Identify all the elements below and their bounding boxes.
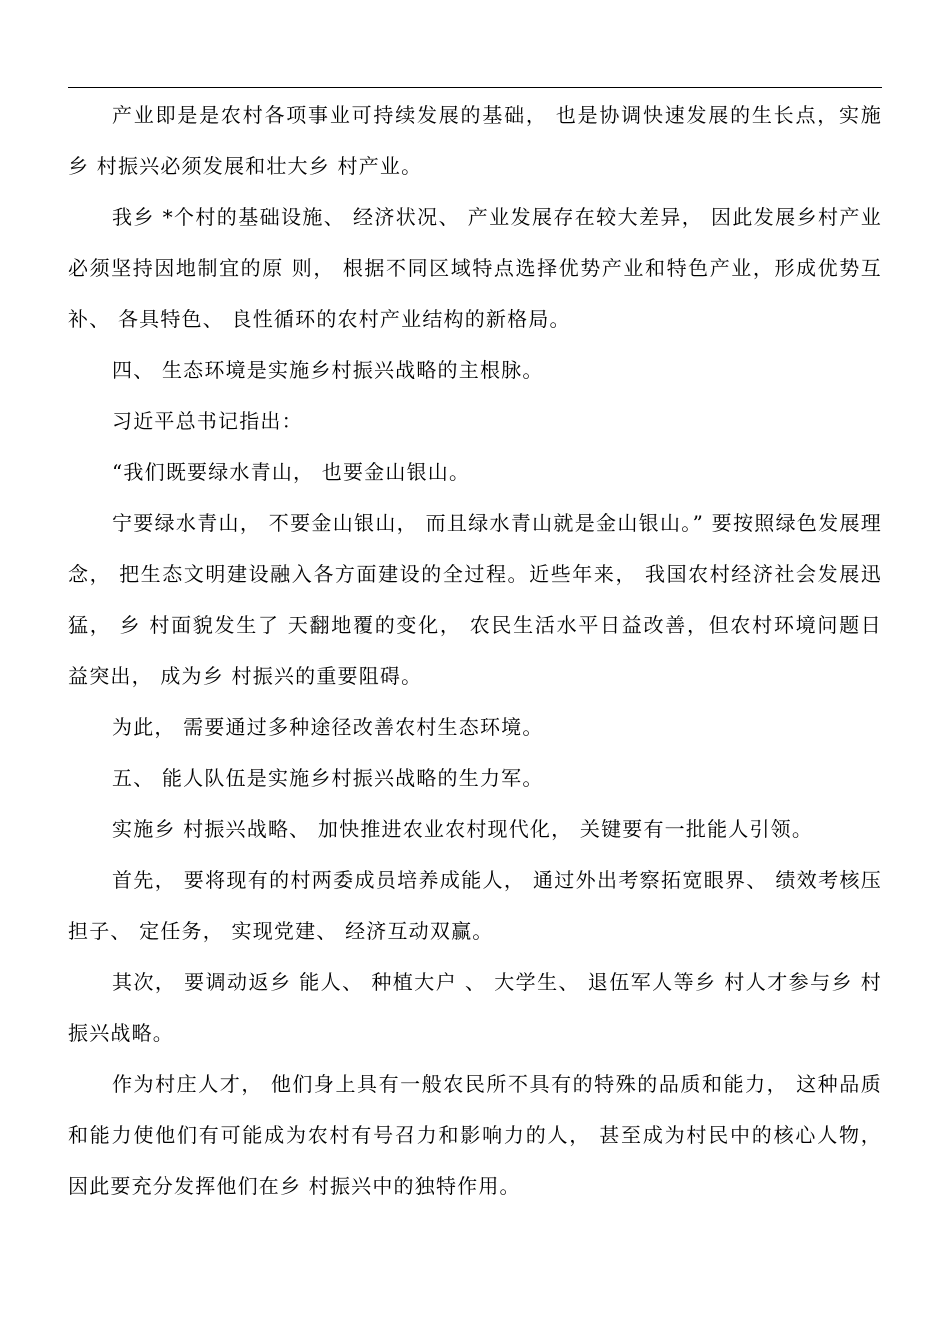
paragraph-green-development: 宁要绿水青山， 不要金山银山， 而且绿水青山就是金山银山。” 要按照绿色发展理念， 把生态文明建设融入各方面建设的全过程。近些年来， 我国农村经济社会发展迅猛， 乡 村面貌发生了 天翻地覆的变化， 农民生活水平日益改善，但农村环境问题日益突出， 成为乡 村振兴的重要阻碍。: [68, 511, 882, 688]
paragraph-improve-environment: 为此， 需要通过多种途径改善农村生态环境。: [112, 715, 544, 739]
paragraph-quote-intro: 习近平总书记指出：: [112, 409, 303, 433]
paragraph-quote-line-1: “我们既要绿水青山， 也要金山银山。: [112, 460, 471, 484]
paragraph-first-measure: 首先， 要将现有的村两委成员培养成能人， 通过外出考察拓宽眼界、 绩效考核压担子、 定任务， 实现党建、 经济互动双赢。: [68, 868, 882, 943]
paragraph-industry-basis: 产业即是是农村各项事业可持续发展的基础， 也是协调快速发展的生长点，实施乡 村振兴必须发展和壮大乡 村产业。: [68, 103, 882, 178]
paragraph-leaders-needed: 实施乡 村振兴战略、 加快推进农业农村现代化， 关键要有一批能人引领。: [112, 817, 814, 841]
paragraph-local-conditions: 我乡 *个村的基础设施、 经济状况、 产业发展存在较大差异， 因此发展乡村产业必须坚持因地制宜的原 则， 根据不同区域特点选择优势产业和特色产业，形成优势互补、 各具特色、 良性循环的农村产业结构的新格局。: [68, 205, 882, 331]
section-heading-ecology: 四、 生态环境是实施乡村振兴战略的主根脉。: [112, 358, 544, 382]
section-heading-talent: 五、 能人队伍是实施乡村振兴战略的生力军。: [112, 766, 544, 790]
paragraph-village-talent: 作为村庄人才， 他们身上具有一般农民所不具有的特殊的品质和能力， 这种品质和能力使他们有可能成为农村有号召力和影响力的人， 甚至成为村民中的核心人物， 因此要充分发挥他们在乡 村振兴中的独特作用。: [68, 1072, 882, 1198]
header-rule: [68, 87, 882, 88]
document-body: [68, 90, 882, 1212]
paragraph-second-measure: 其次， 要调动返乡 能人、 种植大户 、 大学生、 退伍军人等乡 村人才参与乡 村振兴战略。: [68, 970, 882, 1045]
